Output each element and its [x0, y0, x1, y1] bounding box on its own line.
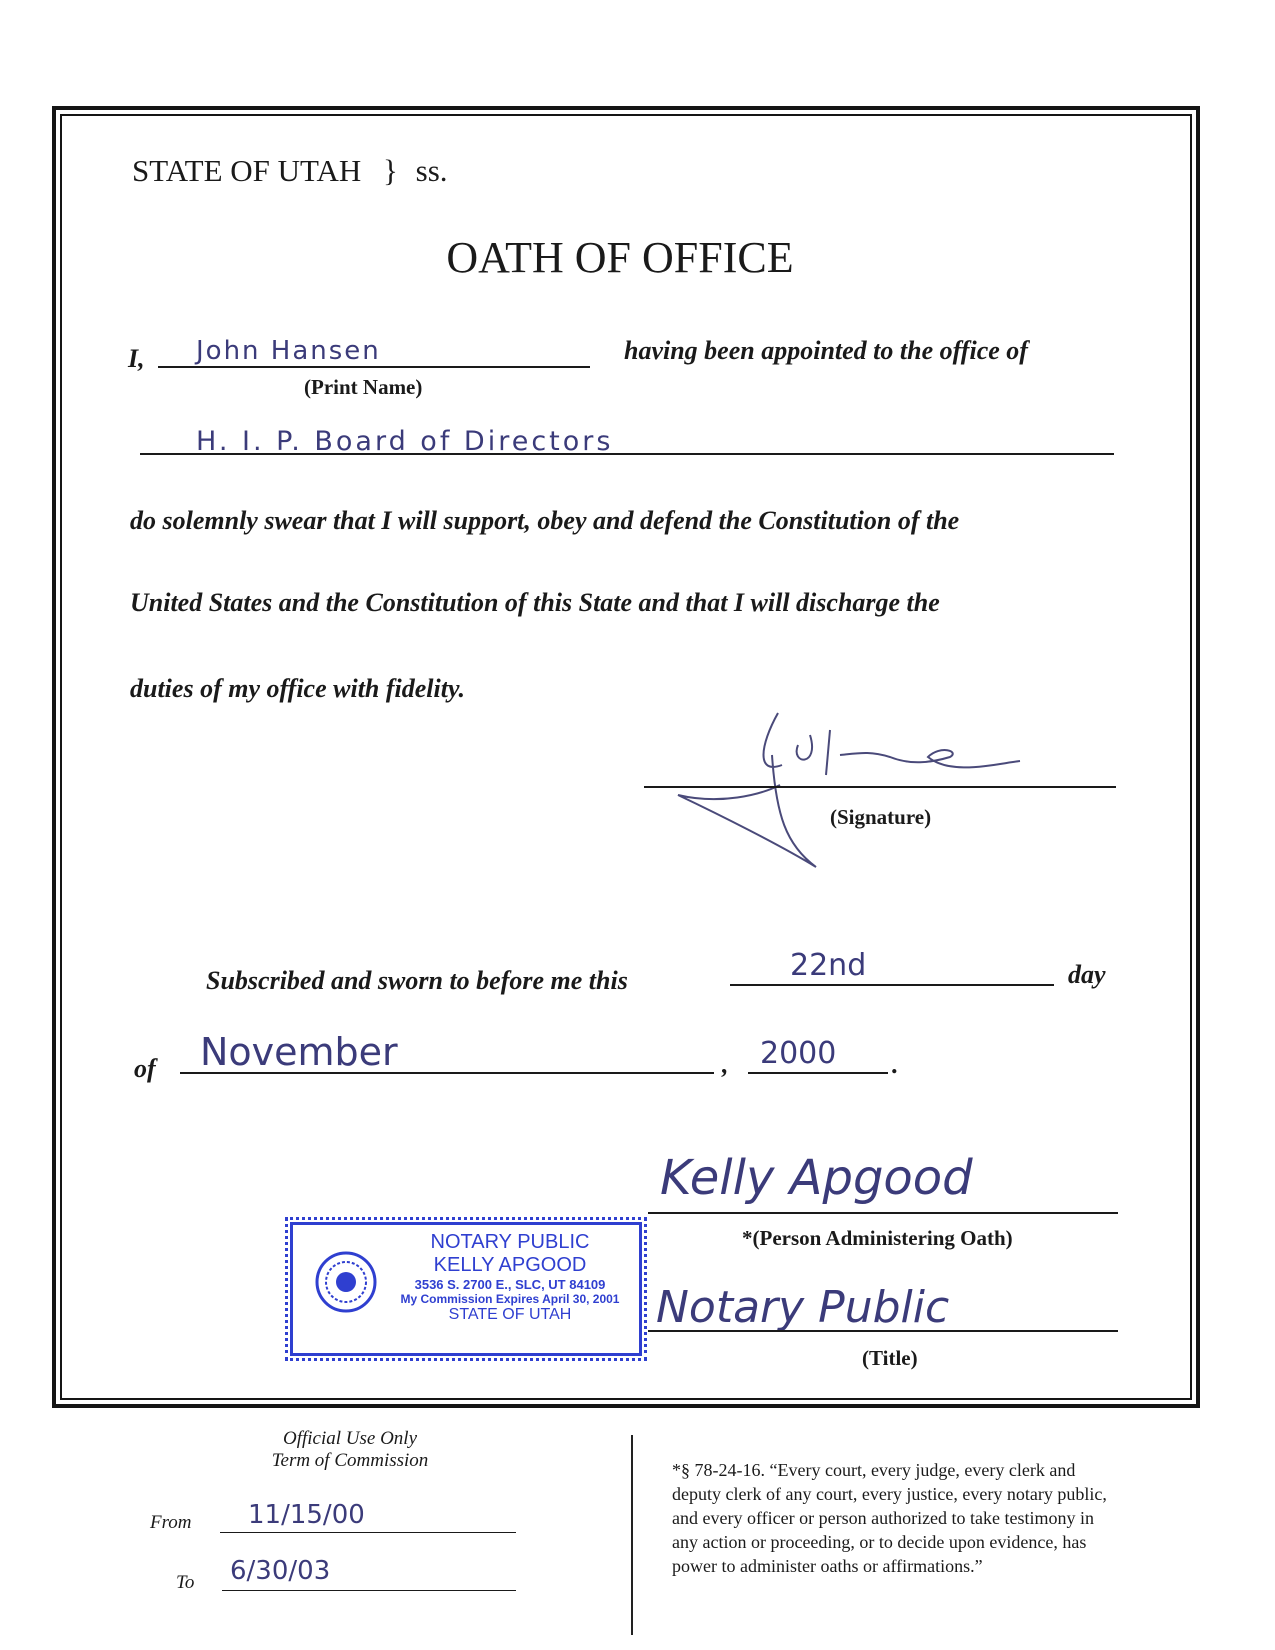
office-value: H. I. P. Board of Directors [196, 426, 614, 457]
appointed-text: having been appointed to the office of [624, 336, 1028, 365]
from-line [220, 1532, 516, 1533]
oath-body-line-1: do solemnly swear that I will support, obey and defend the Constitution of the [130, 506, 960, 535]
notary-line-2: KELLY APGOOD [433, 1254, 587, 1276]
from-value: 11/15/00 [248, 1500, 365, 1530]
official-use-title: Official Use Only [282, 1428, 418, 1449]
oath-signature-drawing [660, 705, 1040, 875]
to-label: To [176, 1572, 195, 1593]
footer-divider [631, 1435, 633, 1635]
oath-body-line-2: United States and the Constitution of this State and that I will discharge the [130, 588, 940, 617]
day-line [730, 984, 1054, 986]
print-name-value: John Hansen [196, 336, 381, 366]
state-heading [132, 153, 448, 189]
oath-body-line-3: duties of my office with fidelity. [130, 674, 466, 703]
statute-line-4: any action or proceeding, or to decide upon evidence, has [672, 1532, 1087, 1552]
state-name: STATE OF UTAH [132, 153, 362, 188]
to-line [222, 1590, 516, 1591]
official-use-heading [250, 1428, 450, 1472]
notary-seal-icon [315, 1251, 377, 1313]
day-label: day [1068, 960, 1106, 989]
subscribed-text: Subscribed and sworn to before me this [206, 966, 628, 995]
title-value: Notary Public [656, 1282, 950, 1333]
comma-mark: , [722, 1050, 729, 1079]
statute-line-1: *§ 78-24-16. “Every court, every judge, every clerk and [672, 1460, 1076, 1480]
statute-line-5: power to administer oaths or affirmations.” [672, 1556, 983, 1576]
notary-stamp [290, 1222, 642, 1356]
administering-line [648, 1212, 1118, 1214]
statute-line-2: deputy clerk of any court, every justice, every notary public, [672, 1484, 1107, 1504]
title-line [648, 1330, 1118, 1332]
signature-line [644, 786, 1116, 788]
administering-label: *(Person Administering Oath) [742, 1226, 1013, 1250]
from-label: From [150, 1512, 192, 1533]
print-name-line [158, 366, 590, 368]
title-label: (Title) [862, 1346, 918, 1370]
signature-label: (Signature) [830, 805, 932, 829]
statute-text [672, 1458, 1107, 1578]
brace-mark: } [383, 153, 398, 188]
notary-line-1: NOTARY PUBLIC [430, 1231, 590, 1253]
to-value: 6/30/03 [230, 1556, 331, 1586]
period-mark: . [892, 1050, 899, 1079]
form-title: OATH OF OFFICE [446, 233, 794, 282]
statute-line-3: and every officer or person authorized to take testimony in [672, 1508, 1095, 1528]
administering-signature: Kelly Apgood [660, 1150, 973, 1206]
year-line [748, 1072, 888, 1074]
year-value: 2000 [760, 1036, 837, 1071]
notary-stamp-text [385, 1231, 635, 1324]
term-of-commission-title: Term of Commission [271, 1450, 429, 1471]
notary-line-4: My Commission Expires April 30, 2001 [400, 1292, 620, 1306]
ss-mark: ss. [415, 153, 448, 188]
notary-line-5: STATE OF UTAH [448, 1306, 572, 1323]
month-value: November [200, 1030, 398, 1074]
day-value: 22nd [790, 948, 867, 983]
notary-line-3: 3536 S. 2700 E., SLC, UT 84109 [414, 1277, 606, 1292]
print-name-label: (Print Name) [304, 375, 423, 399]
of-label: of [134, 1054, 156, 1083]
pronoun-i: I, [128, 344, 145, 373]
